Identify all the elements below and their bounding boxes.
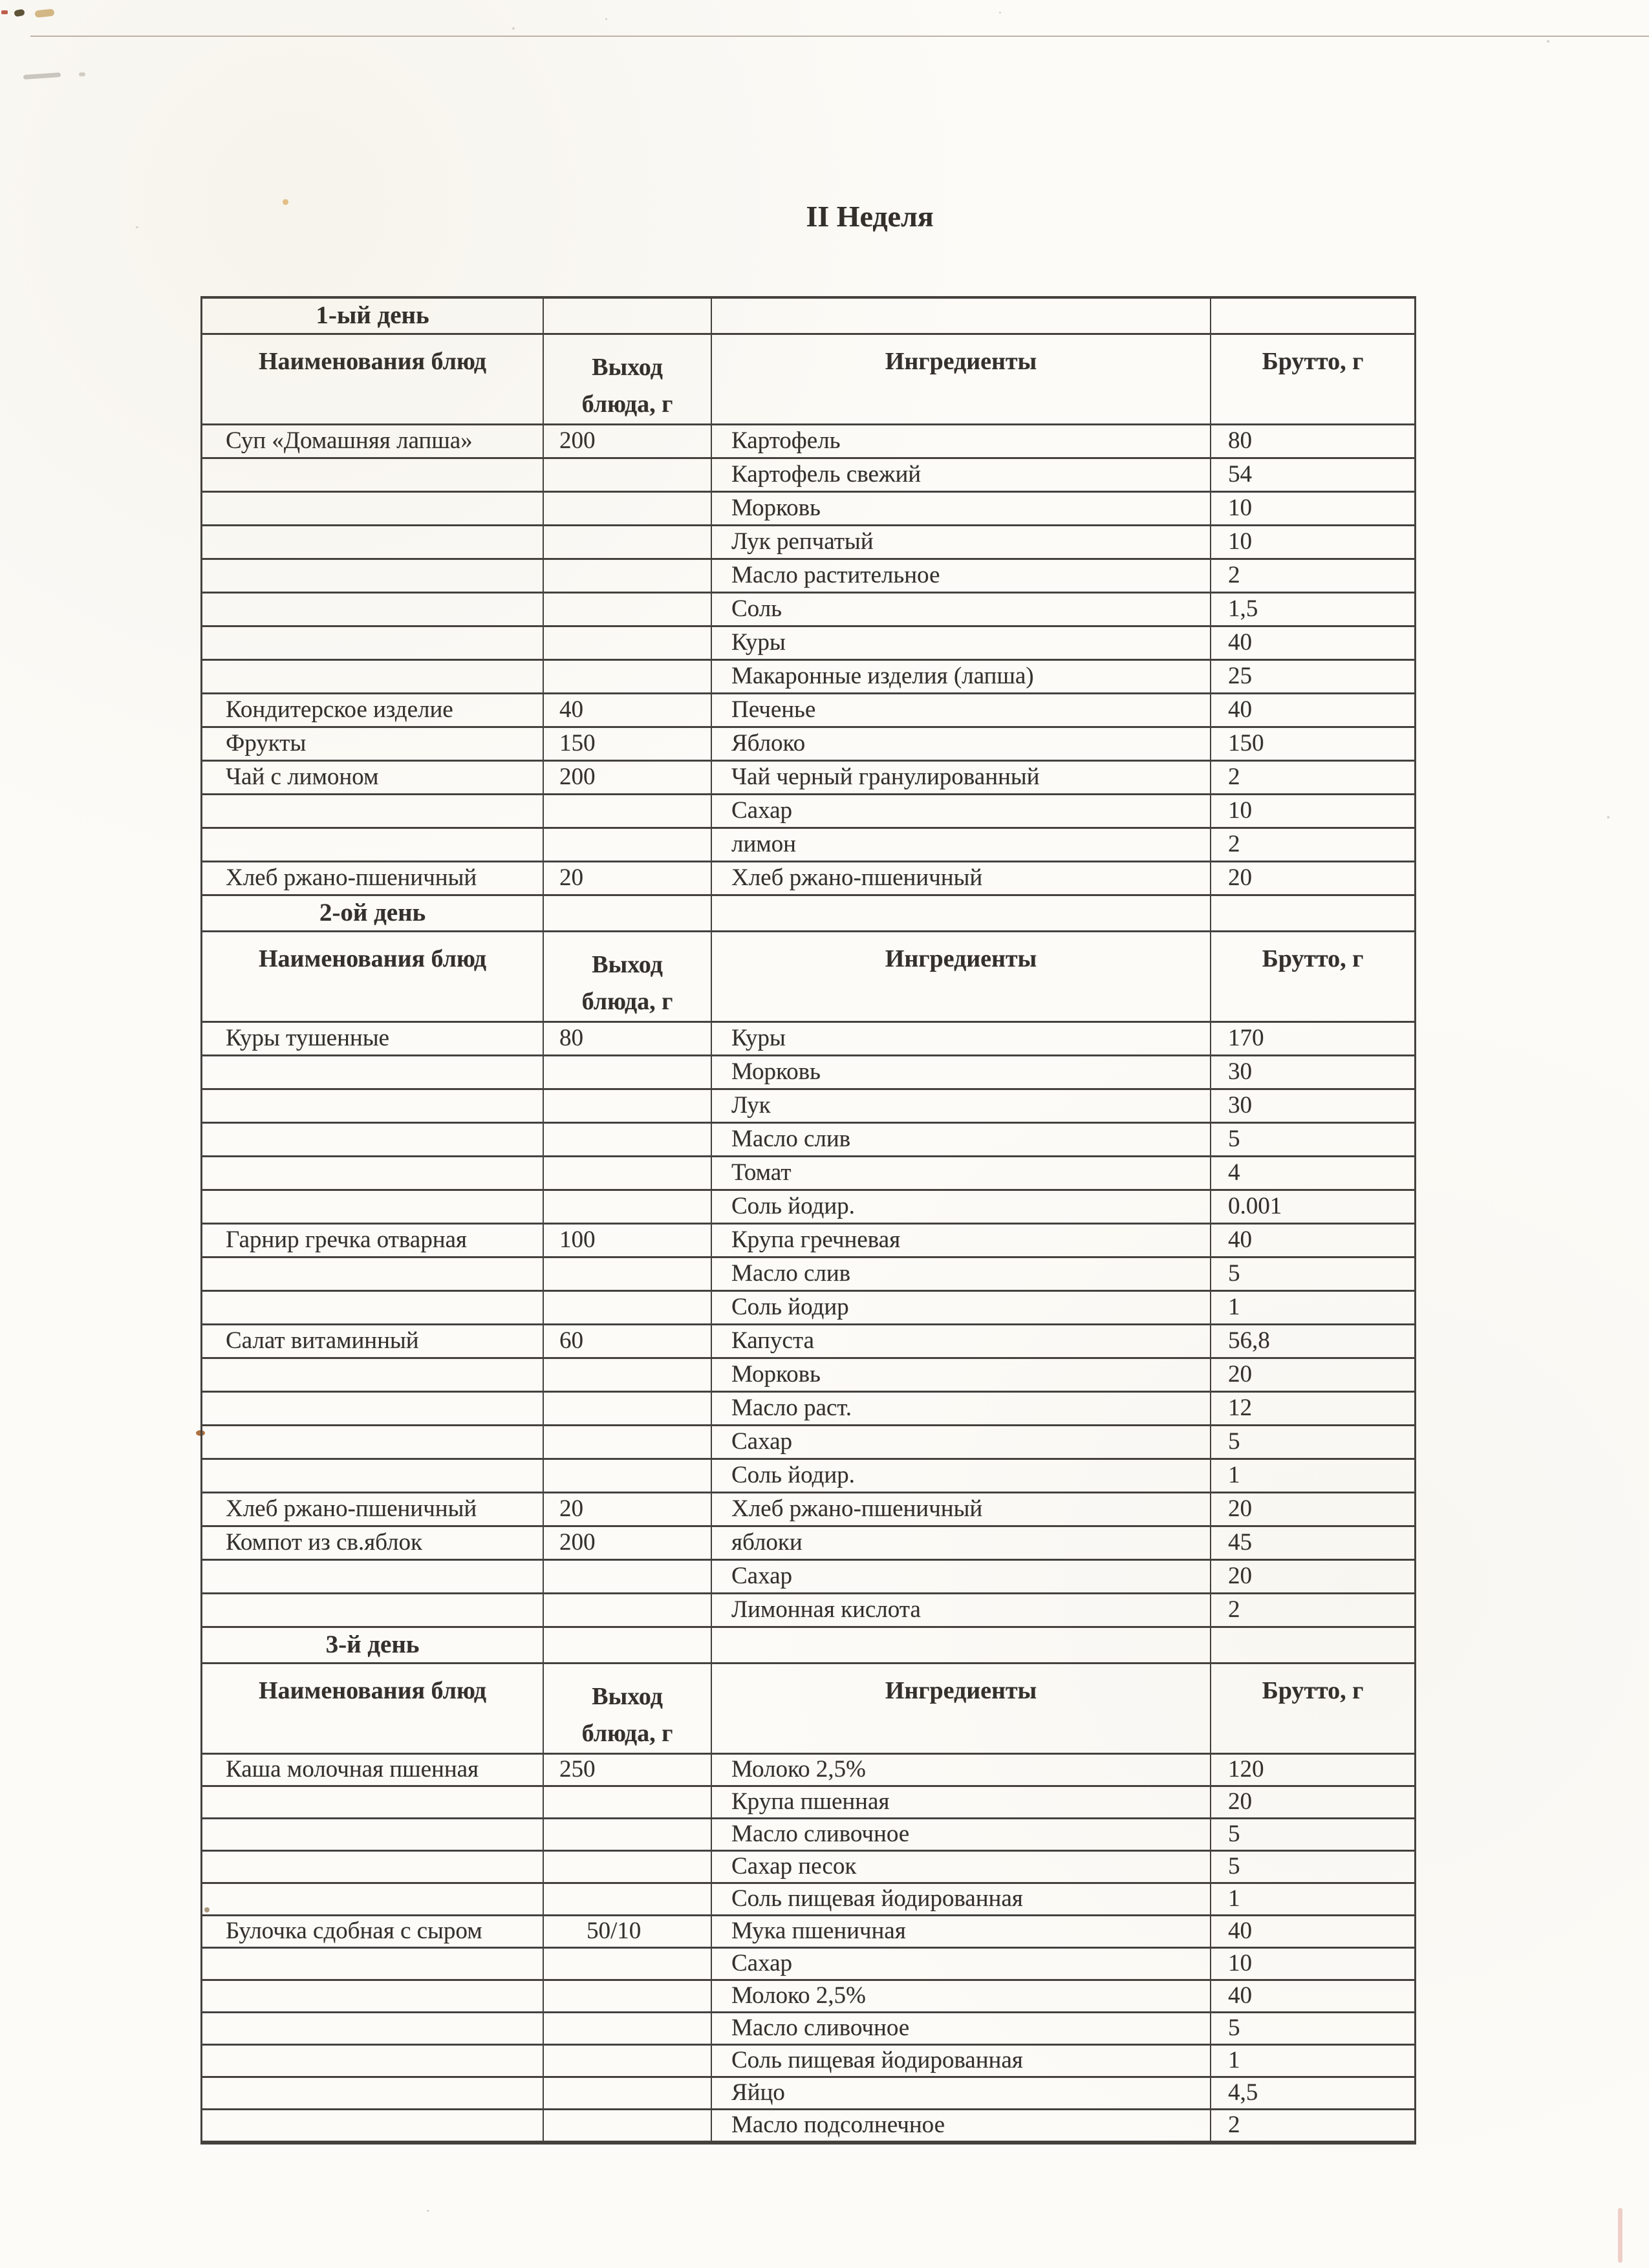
cell-dish-name [202,1561,544,1594]
scan-speck-artifact [136,226,138,228]
cell-gross-weight: 20 [1211,1493,1414,1527]
cell-dish-name: Салат витаминный [202,1325,544,1359]
cell-ingredient: Мука пшеничная [712,1916,1211,1949]
cell-dish-output [544,795,712,829]
cell-ingredient: Соль йодир. [712,1460,1211,1493]
cell-ingredient: Крупа гречневая [712,1225,1211,1258]
cell-dish-name [202,1157,544,1191]
column-header-gross: Брутто, г [1211,1664,1414,1755]
cell-dish-output: 20 [544,1493,712,1527]
cell-gross-weight: 12 [1211,1393,1414,1426]
cell-ingredient: Соль [712,594,1211,627]
cell-ingredient: Сахар [712,795,1211,829]
cell-ingredient: Сахар [712,1561,1211,1594]
column-header-output-line2: блюда, г [581,390,673,418]
cell-dish-name [202,1884,544,1916]
cell-dish-name [202,1460,544,1493]
cell-dish-output [544,459,712,493]
cell-dish-name: Фрукты [202,728,544,762]
cell-gross-weight: 150 [1211,728,1414,762]
cell-gross-weight: 20 [1211,1787,1414,1819]
scan-speck-artifact [427,2210,429,2212]
cell-dish-name: Куры тушенные [202,1023,544,1056]
cell-dish-name [202,1819,544,1852]
cell-dish-name [202,1949,544,1981]
scan-red-mark-artifact [1,10,8,14]
day-band-empty-cell [1211,896,1414,932]
cell-ingredient: Хлеб ржано-пшеничный [712,1493,1211,1527]
cell-dish-output [544,829,712,862]
scan-speck-artifact [999,12,1001,14]
cell-dish-name [202,2013,544,2046]
cell-dish-name: Булочка сдобная с сыром [202,1916,544,1949]
scan-smudge-artifact [14,9,25,17]
cell-gross-weight: 10 [1211,1949,1414,1981]
cell-gross-weight: 40 [1211,1916,1414,1949]
cell-gross-weight: 40 [1211,627,1414,661]
day-band-empty-cell [1211,1628,1414,1664]
scan-speck-artifact [605,18,607,20]
cell-dish-output [544,1460,712,1493]
cell-dish-name [202,1393,544,1426]
cell-dish-output [544,1157,712,1191]
day-band-empty-cell [544,1628,712,1664]
column-header-output-line2: блюда, г [581,1720,673,1747]
cell-dish-name [202,1292,544,1325]
day-band-empty-cell [712,1628,1211,1664]
cell-ingredient: лимон [712,829,1211,862]
cell-gross-weight: 120 [1211,1755,1414,1787]
cell-ingredient: Морковь [712,1056,1211,1090]
cell-dish-output [544,1561,712,1594]
cell-dish-name [202,627,544,661]
cell-ingredient: Капуста [712,1325,1211,1359]
cell-ingredient: Яйцо [712,2078,1211,2110]
cell-ingredient: Картофель [712,425,1211,459]
cell-dish-name [202,1981,544,2013]
cell-dish-name: Суп «Домашняя лапша» [202,425,544,459]
cell-dish-output: 100 [544,1225,712,1258]
cell-dish-name [202,493,544,526]
cell-dish-output [544,1090,712,1124]
column-header-gross: Брутто, г [1211,932,1414,1023]
column-header-dishes: Наименования блюд [202,932,544,1023]
cell-dish-name [202,795,544,829]
cell-ingredient: Масло сливочное [712,1819,1211,1852]
scan-streak-artifact [1618,2208,1622,2263]
cell-dish-output [544,1787,712,1819]
cell-dish-output [544,661,712,694]
scan-speck-artifact [512,27,515,30]
cell-dish-output: 60 [544,1325,712,1359]
cell-gross-weight: 20 [1211,1359,1414,1393]
day-band-empty-cell [712,896,1211,932]
cell-dish-output [544,1949,712,1981]
cell-dish-name: Хлеб ржано-пшеничный [202,1493,544,1527]
cell-ingredient: Масло слив [712,1258,1211,1292]
cell-dish-name: Компот из св.яблок [202,1527,544,1561]
column-header-output [544,1664,712,1755]
cell-ingredient: Сахар песок [712,1852,1211,1884]
cell-ingredient: Морковь [712,493,1211,526]
column-header-output [544,335,712,425]
cell-gross-weight: 1 [1211,1292,1414,1325]
column-header-gross: Брутто, г [1211,335,1414,425]
cell-ingredient: Масло слив [712,1124,1211,1157]
cell-dish-output [544,1292,712,1325]
day-band-empty-cell [1211,299,1414,335]
cell-gross-weight: 20 [1211,1561,1414,1594]
cell-gross-weight: 2 [1211,829,1414,862]
cell-gross-weight: 30 [1211,1090,1414,1124]
cell-gross-weight: 0.001 [1211,1191,1414,1225]
cell-gross-weight: 20 [1211,862,1414,896]
cell-dish-output: 200 [544,1527,712,1561]
cell-dish-output: 150 [544,728,712,762]
cell-dish-name [202,2110,544,2143]
cell-ingredient: Куры [712,627,1211,661]
cell-dish-output: 200 [544,762,712,795]
cell-dish-output [544,1819,712,1852]
cell-dish-output: 80 [544,1023,712,1056]
column-header-output-lines [582,947,673,1020]
weekly-menu-table [200,296,1416,2145]
cell-gross-weight: 40 [1211,694,1414,728]
cell-gross-weight: 1 [1211,1460,1414,1493]
cell-dish-output [544,1258,712,1292]
column-header-output-lines [582,1678,673,1752]
cell-dish-name [202,1124,544,1157]
cell-gross-weight: 5 [1211,1426,1414,1460]
cell-dish-output [544,1124,712,1157]
day-band-empty-cell [544,299,712,335]
cell-gross-weight: 1 [1211,1884,1414,1916]
cell-dish-name [202,1852,544,1884]
cell-gross-weight: 40 [1211,1981,1414,2013]
cell-ingredient: Масло растительное [712,560,1211,594]
page-title: II Неделя [806,200,934,233]
cell-dish-name [202,1787,544,1819]
cell-dish-output: 200 [544,425,712,459]
cell-ingredient: Молоко 2,5% [712,1981,1211,2013]
cell-ingredient: Сахар [712,1426,1211,1460]
cell-dish-output [544,2046,712,2078]
cell-gross-weight: 10 [1211,526,1414,560]
day-band-empty-cell [712,299,1211,335]
cell-gross-weight: 2 [1211,762,1414,795]
cell-gross-weight: 5 [1211,1124,1414,1157]
cell-gross-weight: 10 [1211,493,1414,526]
column-header-output-line2: блюда, г [581,988,673,1015]
cell-gross-weight: 2 [1211,1594,1414,1628]
column-header-output-line1: Выход [592,354,663,381]
cell-dish-name [202,661,544,694]
cell-dish-output: 250 [544,1755,712,1787]
column-header-output-line1: Выход [592,951,663,978]
cell-gross-weight: 170 [1211,1023,1414,1056]
cell-dish-name: Хлеб ржано-пшеничный [202,862,544,896]
scan-speck-artifact [1547,40,1549,43]
column-header-output [544,932,712,1023]
cell-ingredient: Масло подсолнечное [712,2110,1211,2143]
cell-dish-output [544,526,712,560]
cell-dish-name [202,1426,544,1460]
column-header-dishes: Наименования блюд [202,335,544,425]
cell-gross-weight: 4 [1211,1157,1414,1191]
cell-gross-weight: 30 [1211,1056,1414,1090]
cell-dish-output [544,1056,712,1090]
column-header-output-lines [582,349,673,423]
cell-dish-output [544,1981,712,2013]
cell-dish-name: Гарнир гречка отварная [202,1225,544,1258]
cell-dish-output [544,1852,712,1884]
cell-dish-name [202,1359,544,1393]
scan-speck-artifact [1607,816,1610,818]
cell-ingredient: яблоки [712,1527,1211,1561]
cell-gross-weight: 5 [1211,1258,1414,1292]
cell-dish-name: Чай с лимоном [202,762,544,795]
cell-ingredient: Чай черный гранулированный [712,762,1211,795]
cell-ingredient: Соль йодир [712,1292,1211,1325]
column-header-ingredients: Ингредиенты [712,932,1211,1023]
cell-ingredient: Соль йодир. [712,1191,1211,1225]
cell-gross-weight: 10 [1211,795,1414,829]
cell-ingredient: Куры [712,1023,1211,1056]
cell-dish-name [202,594,544,627]
cell-gross-weight: 1,5 [1211,594,1414,627]
cell-dish-output [544,2110,712,2143]
cell-gross-weight: 1 [1211,2046,1414,2078]
cell-ingredient: Хлеб ржано-пшеничный [712,862,1211,896]
cell-ingredient: Печенье [712,694,1211,728]
cell-ingredient: Яблоко [712,728,1211,762]
cell-gross-weight: 40 [1211,1225,1414,1258]
cell-dish-output [544,560,712,594]
cell-dish-name [202,1594,544,1628]
cell-ingredient: Лимонная кислота [712,1594,1211,1628]
cell-ingredient: Соль пищевая йодированная [712,2046,1211,2078]
cell-gross-weight: 2 [1211,2110,1414,2143]
cell-gross-weight: 45 [1211,1527,1414,1561]
cell-ingredient: Лук репчатый [712,526,1211,560]
cell-ingredient: Морковь [712,1359,1211,1393]
cell-ingredient: Соль пищевая йодированная [712,1884,1211,1916]
cell-gross-weight: 4,5 [1211,2078,1414,2110]
cell-dish-output: 20 [544,862,712,896]
cell-ingredient: Томат [712,1157,1211,1191]
cell-dish-output [544,1884,712,1916]
cell-dish-output [544,1594,712,1628]
cell-dish-name [202,459,544,493]
cell-dish-name [202,1191,544,1225]
cell-dish-name [202,526,544,560]
column-header-output-line1: Выход [592,1683,663,1710]
cell-ingredient: Лук [712,1090,1211,1124]
cell-gross-weight: 2 [1211,560,1414,594]
cell-dish-output [544,493,712,526]
cell-dish-name [202,2078,544,2110]
cell-gross-weight: 5 [1211,2013,1414,2046]
cell-dish-name: Кондитерское изделие [202,694,544,728]
scan-smudge-artifact [35,8,55,17]
cell-dish-output: 50/10 [544,1916,712,1949]
cell-ingredient: Молоко 2,5% [712,1755,1211,1787]
scan-speck-artifact [79,72,85,76]
cell-gross-weight: 5 [1211,1852,1414,1884]
day-band-label: 2-ой день [202,896,544,932]
scan-line-artifact [30,36,1649,37]
cell-gross-weight: 54 [1211,459,1414,493]
cell-gross-weight: 80 [1211,425,1414,459]
day-band-label: 3-й день [202,1628,544,1664]
cell-ingredient: Макаронные изделия (лапша) [712,661,1211,694]
cell-dish-name [202,1056,544,1090]
cell-dish-output [544,1393,712,1426]
cell-dish-output [544,594,712,627]
column-header-ingredients: Ингредиенты [712,335,1211,425]
cell-dish-output [544,2078,712,2110]
cell-ingredient: Сахар [712,1949,1211,1981]
column-header-ingredients: Ингредиенты [712,1664,1211,1755]
column-header-dishes: Наименования блюд [202,1664,544,1755]
cell-ingredient: Масло сливочное [712,2013,1211,2046]
cell-dish-name: Каша молочная пшенная [202,1755,544,1787]
cell-dish-output: 40 [544,694,712,728]
day-band-empty-cell [544,896,712,932]
cell-dish-name [202,560,544,594]
scan-speck-artifact [283,199,288,205]
cell-dish-output [544,1426,712,1460]
cell-dish-name [202,1258,544,1292]
cell-dish-name [202,829,544,862]
cell-dish-output [544,1191,712,1225]
cell-dish-name [202,2046,544,2078]
cell-gross-weight: 56,8 [1211,1325,1414,1359]
cell-dish-output [544,2013,712,2046]
cell-dish-name [202,1090,544,1124]
cell-dish-output [544,1359,712,1393]
cell-gross-weight: 25 [1211,661,1414,694]
cell-ingredient: Картофель свежий [712,459,1211,493]
scan-smudge-artifact [23,72,61,80]
day-band-label: 1-ый день [202,299,544,335]
cell-dish-output [544,627,712,661]
cell-ingredient: Масло раст. [712,1393,1211,1426]
cell-gross-weight: 5 [1211,1819,1414,1852]
cell-ingredient: Крупа пшенная [712,1787,1211,1819]
